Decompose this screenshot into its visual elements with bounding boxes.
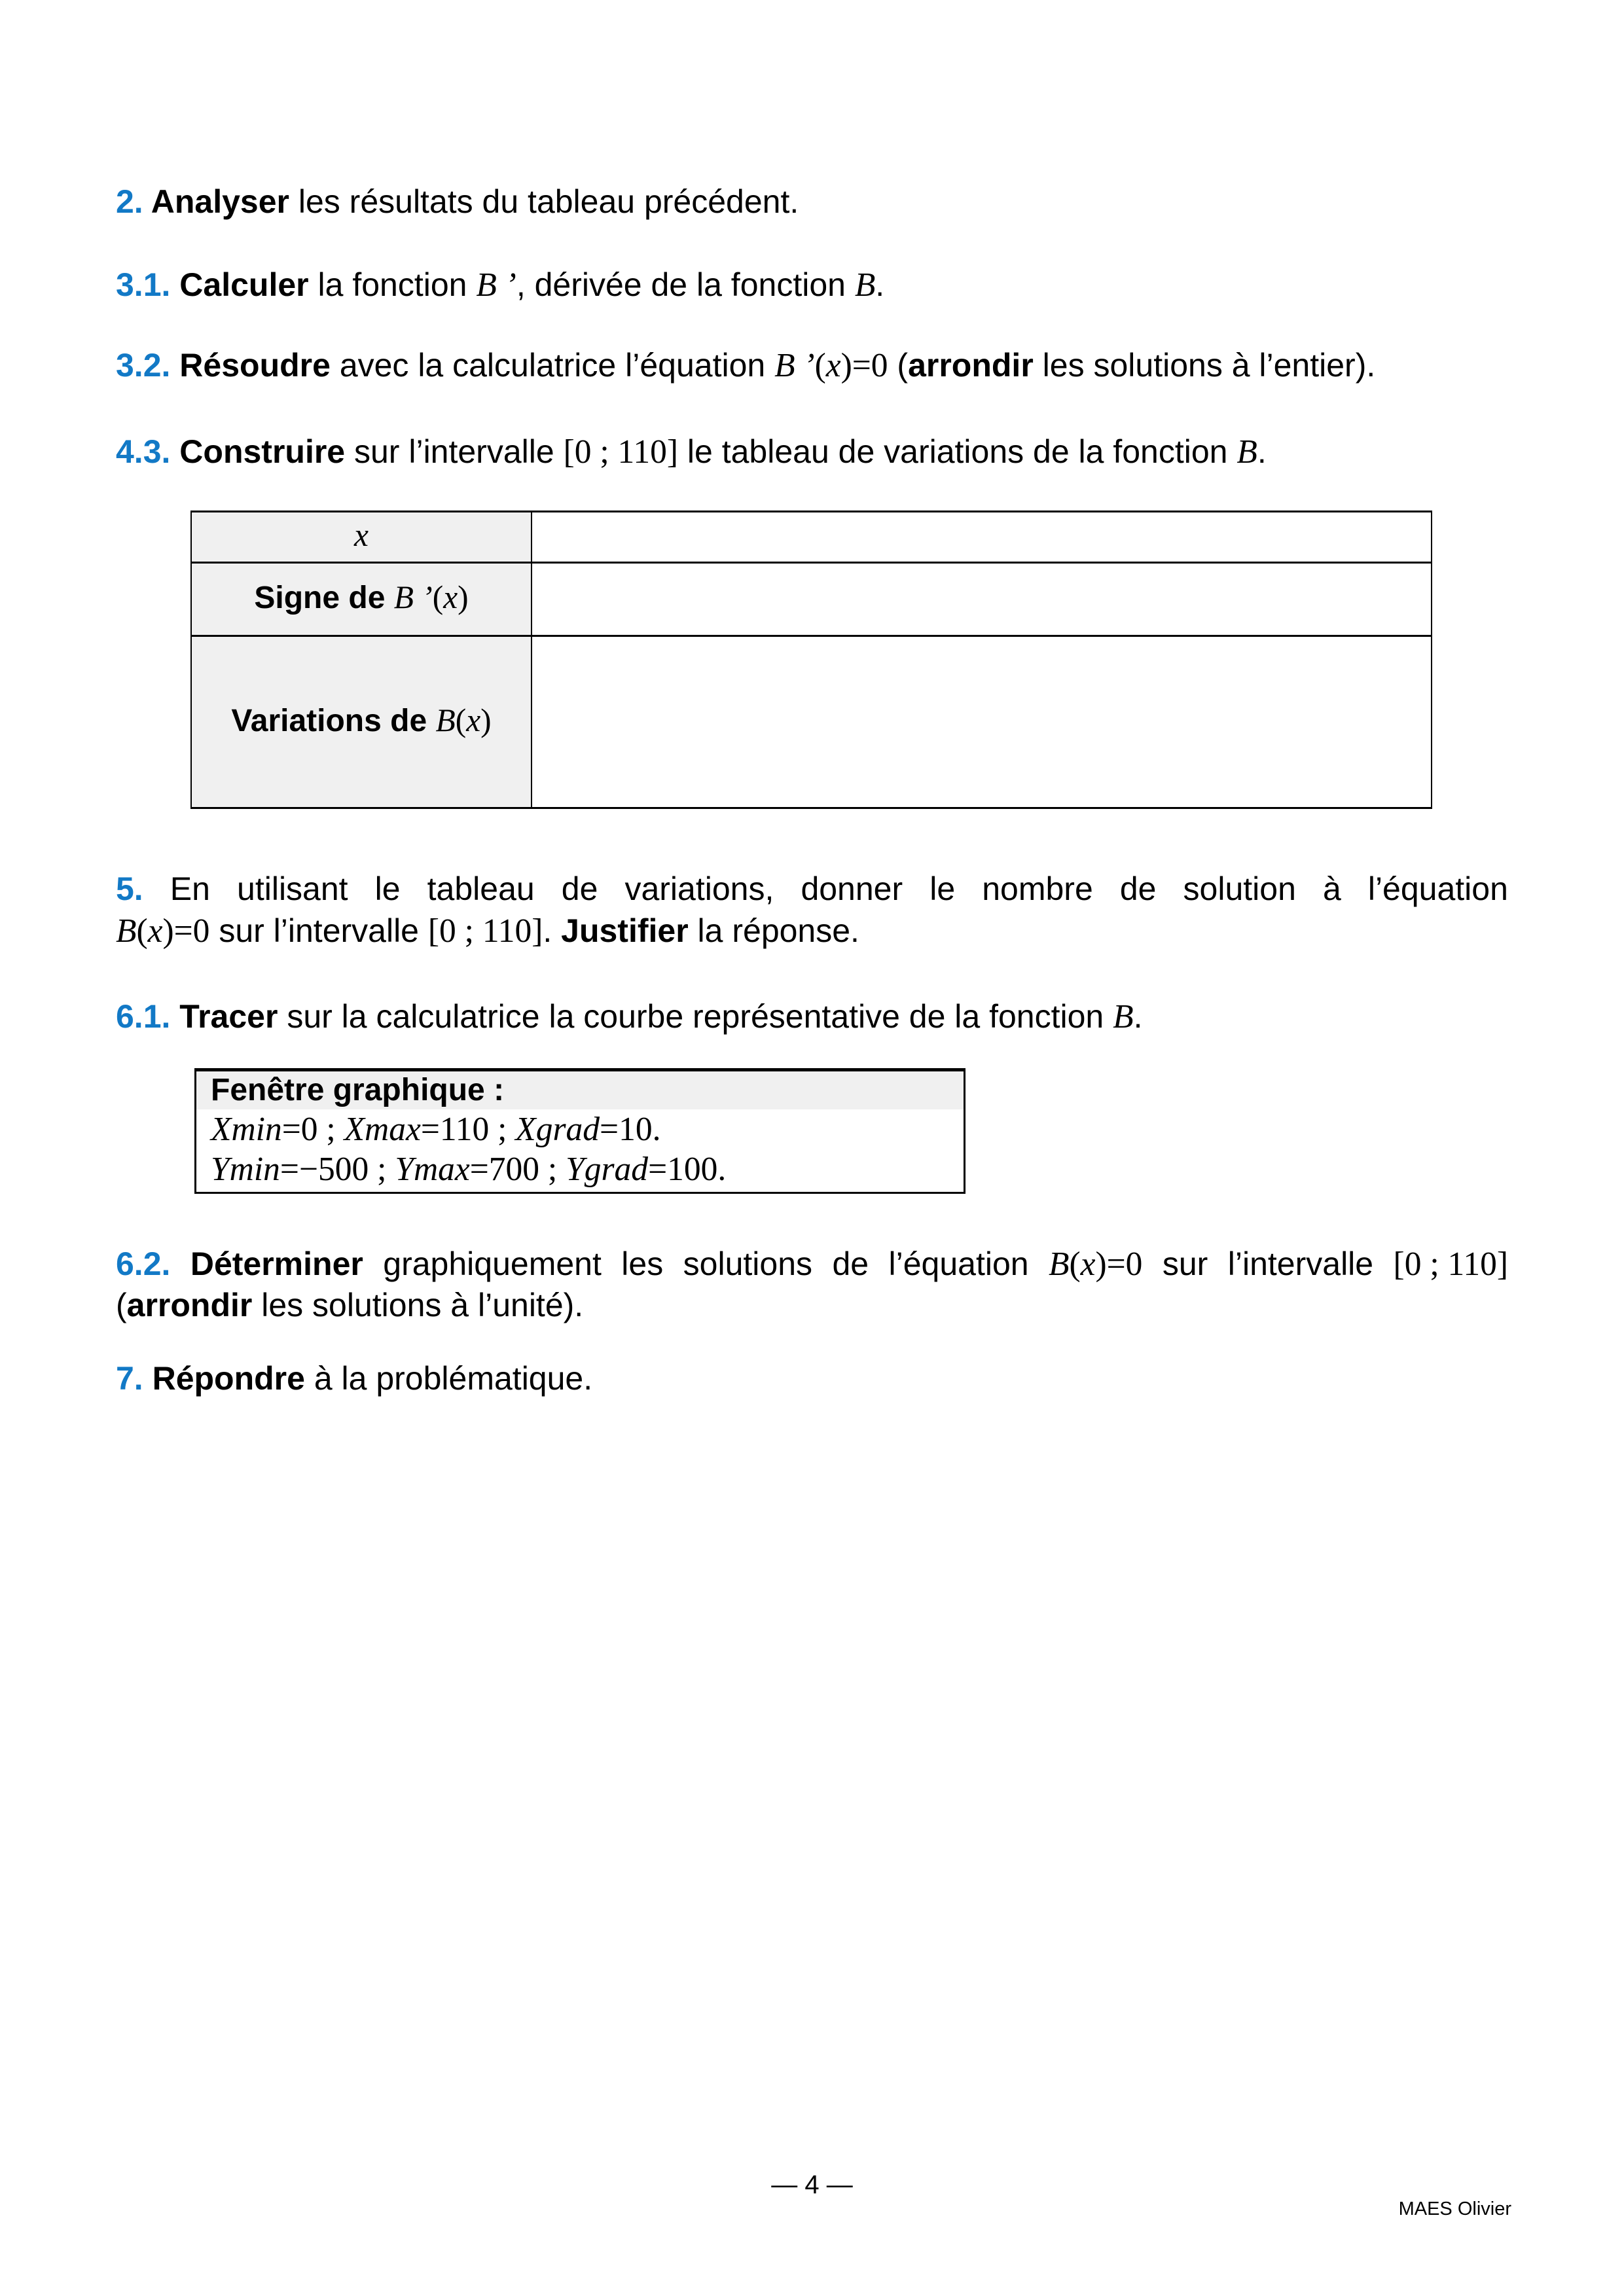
table-row-variations	[191, 636, 1432, 808]
table-label-x: x	[191, 512, 532, 563]
table-row-x	[191, 512, 1432, 563]
table-value-x	[532, 512, 1432, 563]
table-row-signe	[191, 563, 1432, 636]
graphic-window-title: Fenêtre graphique :	[196, 1071, 964, 1109]
exercise-item-6-2: 6.2. Déterminer graphiquement les solutions de l’équation B(x)=0 sur l’intervalle [0 ; 110] (arrondir les solutions à l’unité).	[116, 1246, 1508, 1323]
variations-table	[190, 511, 1432, 809]
footer-author: MAES Olivier	[1398, 2198, 1511, 2219]
exercise-item-4-3: 4.3. Construire sur l’intervalle [0 ; 110] le tableau de variations de la fonction B.	[116, 433, 1267, 471]
table-label-variations: Variations de B(x)	[191, 636, 532, 808]
exercise-item-3-1: 3.1. Calculer la fonction B ’, dérivée de la fonction B.	[116, 266, 885, 304]
graphic-window-x-settings: Xmin=0 ; Xmax=110 ; Xgrad=10.	[211, 1111, 661, 1148]
exercise-item-3-2: 3.2. Résoudre avec la calculatrice l’équation B ’(x)=0 (arrondir les solutions à l’entier).	[116, 347, 1376, 384]
graphic-window-box	[194, 1068, 965, 1194]
exercise-item-5: 5. En utilisant le tableau de variations, donner le nombre de solution à l’équation B(x)=0 sur l’intervalle [0 ; 110]. Justifier la réponse.	[116, 870, 1508, 950]
table-value-variations	[532, 636, 1432, 808]
page-number: — 4 —	[771, 2170, 853, 2199]
graphic-window-y-settings: Ymin=−500 ; Ymax=700 ; Ygrad=100.	[211, 1151, 727, 1188]
table-label-signe: Signe de B ’(x)	[191, 563, 532, 636]
exercise-item-2: 2. Analyser les résultats du tableau précédent.	[116, 183, 799, 220]
table-value-signe	[532, 563, 1432, 636]
exercise-item-7: 7. Répondre à la problématique.	[116, 1360, 593, 1397]
exercise-item-6-1: 6.1. Tracer sur la calculatrice la courbe représentative de la fonction B.	[116, 998, 1143, 1035]
